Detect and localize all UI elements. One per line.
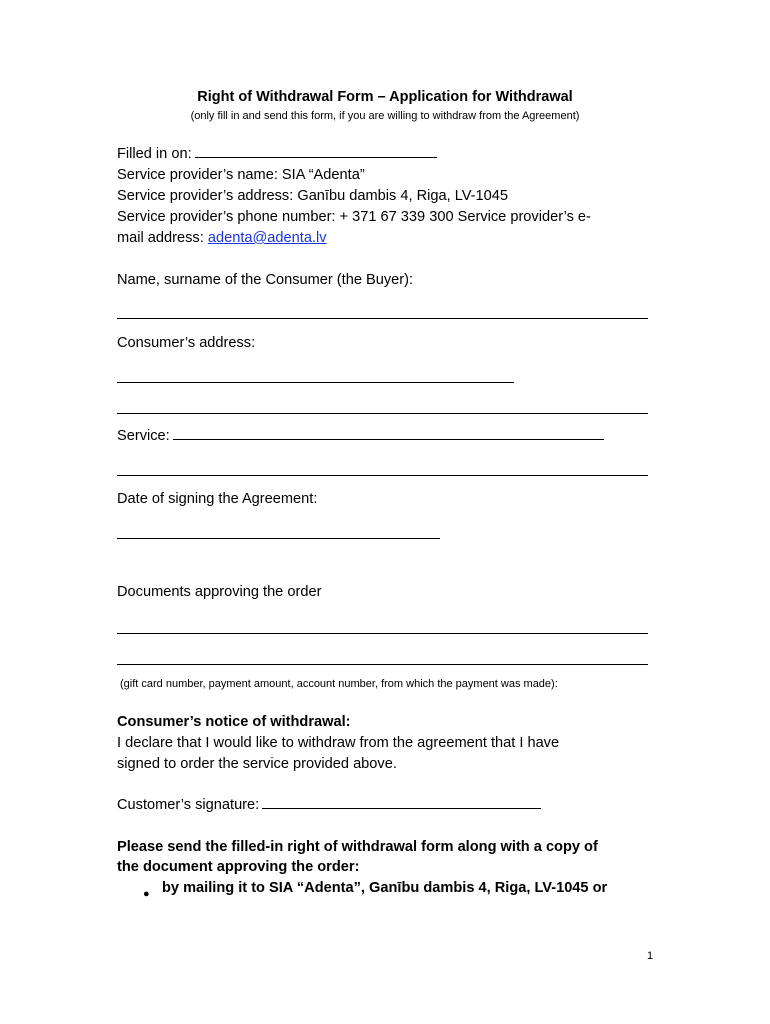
email-prefix: mail address: bbox=[117, 230, 204, 246]
service-blank-2 bbox=[117, 475, 648, 476]
documents-blank-2 bbox=[117, 664, 648, 665]
notice-line-1: I declare that I would like to withdraw from the agreement that I have bbox=[117, 735, 560, 751]
send-line-1: Please send the filled-in right of withdrawal form along with a copy of bbox=[117, 839, 598, 855]
consumer-name-label: Name, surname of the Consumer (the Buyer): bbox=[117, 272, 414, 288]
service-row bbox=[117, 428, 604, 444]
service-blank bbox=[173, 439, 604, 440]
send-bullet-1: by mailing it to SIA “Adenta”, Ganību dambis 4, Riga, LV-1045 or bbox=[162, 880, 608, 896]
signature-blank bbox=[262, 808, 541, 809]
signature-row bbox=[117, 797, 541, 813]
provider-name: Service provider’s name: SIA “Adenta” bbox=[117, 167, 365, 183]
notice-line-2: signed to order the service provided above. bbox=[117, 756, 397, 772]
date-signing-label: Date of signing the Agreement: bbox=[117, 491, 318, 507]
notice-heading: Consumer’s notice of withdrawal: bbox=[117, 714, 351, 730]
consumer-address-blank-1 bbox=[117, 382, 514, 383]
service-label: Service: bbox=[117, 428, 170, 444]
documents-label: Documents approving the order bbox=[117, 584, 322, 600]
provider-email-row bbox=[117, 230, 327, 246]
provider-phone: Service provider’s phone number: + 371 67 339 300 Service provider’s e- bbox=[117, 209, 591, 225]
signature-label: Customer’s signature: bbox=[117, 797, 260, 813]
form-title: Right of Withdrawal Form – Application for Withdrawal bbox=[197, 89, 573, 105]
provider-address: Service provider’s address: Ganību dambis 4, Riga, LV-1045 bbox=[117, 188, 509, 204]
filled-in-label: Filled in on: bbox=[117, 146, 192, 162]
consumer-address-label: Consumer’s address: bbox=[117, 335, 256, 351]
filled-in-blank bbox=[195, 157, 437, 158]
filled-in-row bbox=[117, 146, 437, 162]
bullet-icon: ● bbox=[143, 888, 150, 900]
form-subtitle: (only fill in and send this form, if you are willing to withdraw from the Agreement) bbox=[190, 110, 580, 122]
send-line-2: the document approving the order: bbox=[117, 859, 360, 875]
email-link[interactable]: adenta@adenta.lv bbox=[207, 230, 327, 246]
consumer-address-blank-2 bbox=[117, 413, 648, 414]
date-signing-blank bbox=[117, 538, 440, 539]
page-number: 1 bbox=[647, 950, 654, 962]
documents-note: (gift card number, payment amount, account number, from which the payment was made): bbox=[120, 678, 558, 690]
consumer-name-blank bbox=[117, 318, 648, 319]
documents-blank-1 bbox=[117, 633, 648, 634]
